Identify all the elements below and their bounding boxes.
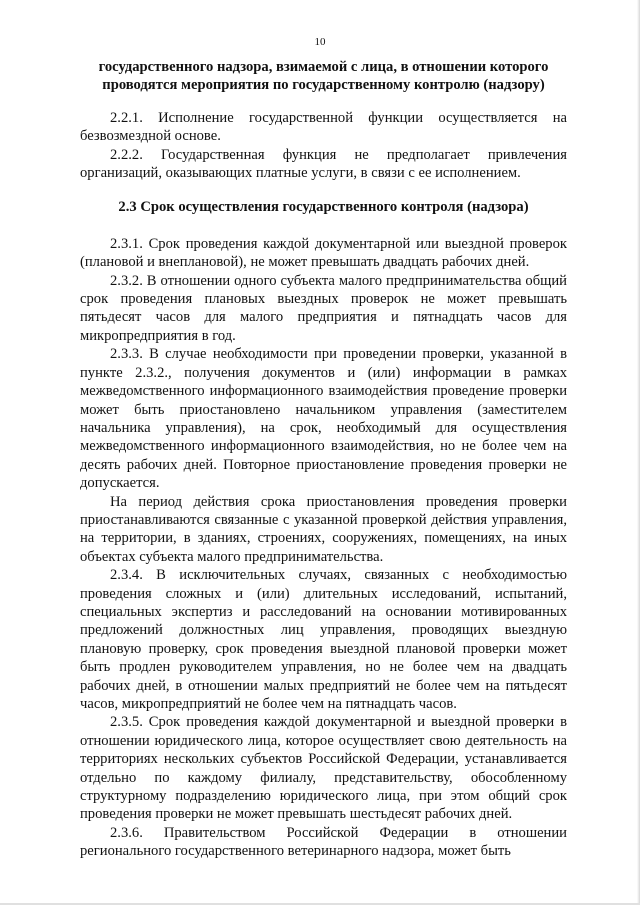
paragraph-2-3-6: 2.3.6. Правительством Российской Федерации в отношении регионального государственного ветеринарного надзора, может быть <box>80 824 567 860</box>
paragraph-2-2-2: 2.2.2. Государственная функция не предполагает привлечения организаций, оказывающих платные услуги, в связи с ее исполнением. <box>80 146 567 182</box>
document-body <box>80 58 567 861</box>
paragraph-2-2-1: 2.2.1. Исполнение государственной функции осуществляется на безвозмездной основе. <box>80 109 567 145</box>
paragraph-suspension-period: На период действия срока приостановления проведения проверки приостанавливаются связанные с указанной проверкой действия управления, на территории, в зданиях, строениях, сооружениях, помещениях, на иных объектах субъекта малого предпринимательства. <box>80 493 567 565</box>
paragraph-2-3-4: 2.3.4. В исключительных случаях, связанных с необходимостью проведения сложных и (или) длительных исследований, испытаний, специальных экспертиз и расследований на основании мотивированных предложений должностных лиц управления, проводящих выездную плановую проверку, срок проведения выездной плановой проверки может быть продлен руководителем управления, но не более чем на двадцать рабочих дней, в отношении малых предприятий не более чем на пятьдесят часов, микропредприятий не более чем на пятнадцать часов. <box>80 567 567 712</box>
paragraph-2-3-2: 2.3.2. В отношении одного субъекта малого предпринимательства общий срок проведения плановых выездных проверок не может превышать пятьдесят часов для малого предприятия и пятнадцать часов для микропредприятия в год. <box>80 272 567 344</box>
paragraph-2-3-1: 2.3.1. Срок проведения каждой документарной или выездной проверок (плановой и внеплановой), не может превышать двадцать рабочих дней. <box>80 235 567 271</box>
section-heading-2-3: 2.3 Срок осуществления государственного контроля (надзора) <box>118 199 529 216</box>
paragraph-2-3-5: 2.3.5. Срок проведения каждой документарной и выездной проверки в отношении юридического лица, которое осуществляет свою деятельность на территориях нескольких субъектов Российской Федерации, устанавливается отдельно по каждому филиалу, представительству, обособленному структурному подразделению юридического лица, при этом общий срок проведения проверки не может превышать шестьдесят рабочих дней. <box>80 714 567 823</box>
page-number: 10 <box>314 36 326 48</box>
paragraph-2-3-3: 2.3.3. В случае необходимости при проведении проверки, указанной в пункте 2.3.2., получения документов и (или) информации в рамках межведомственного информационного взаимодействия проведение проверки может быть приостановлено начальником управления (заместителем начальника управления), на срок, необходимый для осуществления межведомственного информационного взаимодействия, но не более чем на десять рабочих дней. Повторное приостановление проведения проверки не допускается. <box>80 346 567 492</box>
continued-heading: государственного надзора, взимаемой с лица, в отношении которого проводятся мероприятия по государственному контролю (надзору) <box>98 59 549 94</box>
